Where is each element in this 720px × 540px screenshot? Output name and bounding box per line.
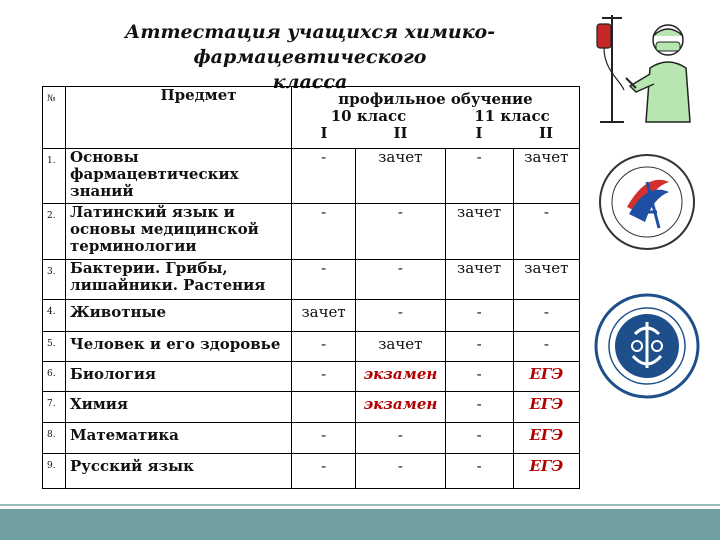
row-number: 7. bbox=[43, 392, 66, 423]
table-row bbox=[43, 332, 580, 362]
header-num: № bbox=[43, 87, 66, 149]
table-row bbox=[43, 260, 580, 300]
header-profile-block bbox=[292, 87, 580, 149]
header-g11-sem2: II bbox=[538, 124, 554, 142]
subject-name: Латинский язык и основы медицинской терминологии bbox=[66, 204, 292, 260]
header-g10-sem2: II bbox=[393, 124, 408, 142]
subject-name: Основы фармацевтических знаний bbox=[66, 149, 292, 204]
header-grade-10: 10 класс bbox=[330, 107, 407, 125]
subject-name: Русский язык bbox=[66, 454, 292, 489]
subject-name: Человек и его здоровье bbox=[66, 332, 292, 362]
cell-g11-sem2: - bbox=[513, 332, 579, 362]
cell-g11-sem2: ЕГЭ bbox=[513, 392, 579, 423]
cell-g10-sem2: - bbox=[356, 423, 445, 454]
cell-g11-sem1: - bbox=[445, 423, 513, 454]
row-number: 2. bbox=[43, 204, 66, 260]
table-row bbox=[43, 423, 580, 454]
cell-g10-sem2: - bbox=[356, 300, 445, 332]
cell-g11-sem2: - bbox=[513, 300, 579, 332]
cell-g11-sem1: зачет bbox=[445, 204, 513, 260]
cell-g11-sem1: - bbox=[445, 300, 513, 332]
subject-name: Математика bbox=[66, 423, 292, 454]
cell-g10-sem1: - bbox=[292, 204, 356, 260]
cell-g10-sem1: - bbox=[292, 332, 356, 362]
subject-name: Животные bbox=[66, 300, 292, 332]
cell-g10-sem2: - bbox=[356, 454, 445, 489]
cell-g10-sem1: - bbox=[292, 362, 356, 392]
table-row bbox=[43, 204, 580, 260]
cell-g10-sem2: экзамен bbox=[356, 362, 445, 392]
cell-g11-sem1: зачет bbox=[445, 260, 513, 300]
cell-g11-sem1: - bbox=[445, 332, 513, 362]
header-profile: профильное обучение bbox=[338, 90, 533, 108]
cell-g11-sem1: - bbox=[445, 454, 513, 489]
quality-management-certification-seal-icon bbox=[593, 292, 701, 400]
cell-g11-sem1: - bbox=[445, 392, 513, 423]
table-row bbox=[43, 362, 580, 392]
cell-g10-sem2: экзамен bbox=[356, 392, 445, 423]
subject-name: Биология bbox=[66, 362, 292, 392]
table-row bbox=[43, 300, 580, 332]
row-number: 3. bbox=[43, 260, 66, 300]
row-number: 5. bbox=[43, 332, 66, 362]
cell-g10-sem2: - bbox=[356, 260, 445, 300]
cell-g10-sem2: зачет bbox=[356, 149, 445, 204]
cell-g11-sem2: зачет bbox=[513, 260, 579, 300]
doctor-with-iv-drip-icon bbox=[590, 10, 700, 125]
row-number: 1. bbox=[43, 149, 66, 204]
cell-g11-sem2: ЕГЭ bbox=[513, 423, 579, 454]
cell-g11-sem2: зачет bbox=[513, 149, 579, 204]
cell-g10-sem2: - bbox=[356, 204, 445, 260]
page-title bbox=[30, 20, 590, 95]
header-subject: Предмет bbox=[66, 87, 292, 149]
cell-g10-sem1: - bbox=[292, 454, 356, 489]
cell-g11-sem1: - bbox=[445, 362, 513, 392]
header-grade-11: 11 класс bbox=[474, 107, 550, 125]
title-line-1: Аттестация учащихся химико-фармацевтического bbox=[124, 21, 496, 68]
table-row bbox=[43, 454, 580, 489]
cell-g10-sem1: - bbox=[292, 423, 356, 454]
table-row bbox=[43, 149, 580, 204]
header-g11-sem1: I bbox=[475, 124, 483, 142]
cell-g10-sem1: зачет bbox=[292, 300, 356, 332]
medical-university-emblem-icon bbox=[597, 152, 697, 252]
row-number: 9. bbox=[43, 454, 66, 489]
table-row bbox=[43, 392, 580, 423]
footer-bar bbox=[0, 509, 720, 540]
subject-name: Химия bbox=[66, 392, 292, 423]
subject-name: Бактерии. Грибы, лишайники. Растения bbox=[66, 260, 292, 300]
attestation-table bbox=[42, 86, 580, 489]
cell-g11-sem2: ЕГЭ bbox=[513, 362, 579, 392]
cell-g10-sem2: зачет bbox=[356, 332, 445, 362]
cell-g11-sem2: ЕГЭ bbox=[513, 454, 579, 489]
footer-divider bbox=[0, 504, 720, 506]
header-g10-sem1: I bbox=[320, 124, 328, 142]
cell-g11-sem2: - bbox=[513, 204, 579, 260]
cell-g11-sem1: - bbox=[445, 149, 513, 204]
cell-g10-sem1: - bbox=[292, 260, 356, 300]
cell-g10-sem1: - bbox=[292, 149, 356, 204]
row-number: 8. bbox=[43, 423, 66, 454]
row-number: 4. bbox=[43, 300, 66, 332]
title-line-2: класса bbox=[272, 71, 348, 93]
cell-g10-sem1 bbox=[292, 392, 356, 423]
row-number: 6. bbox=[43, 362, 66, 392]
